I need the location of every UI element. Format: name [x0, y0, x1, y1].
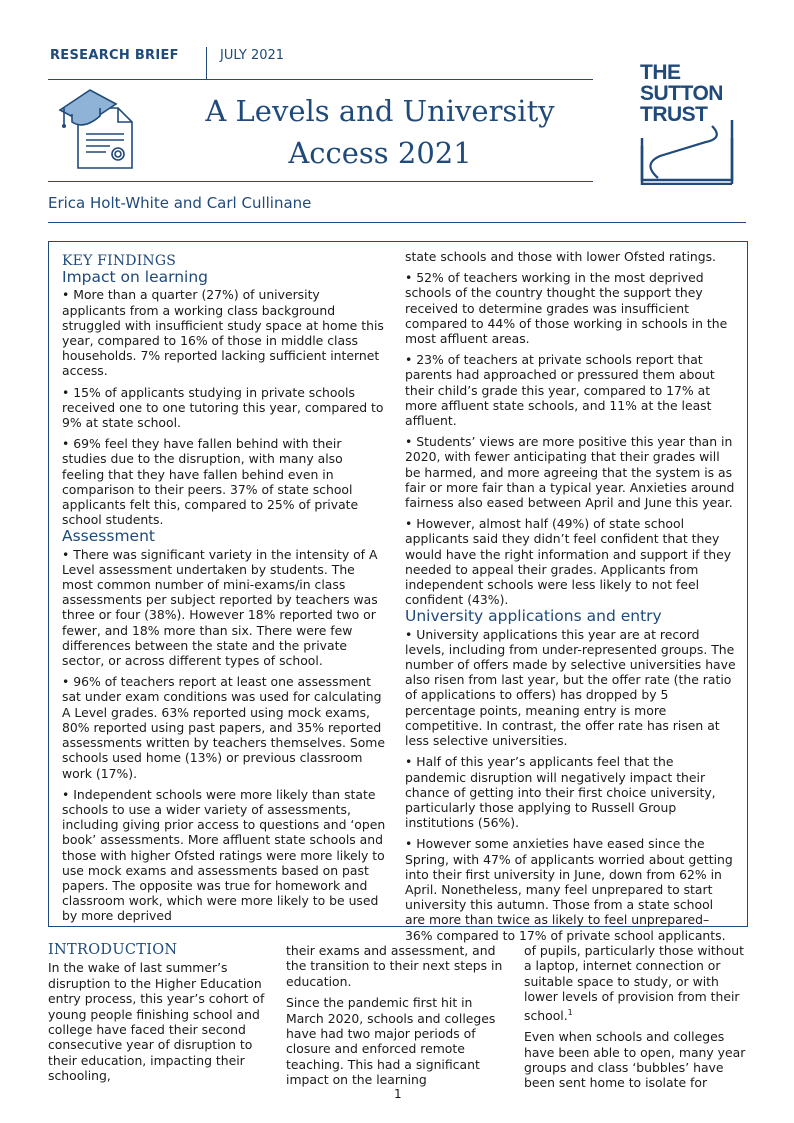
logo-wordmark — [640, 62, 723, 125]
intro-paragraph — [524, 943, 746, 1023]
section-title-assessment: Assessment — [62, 527, 155, 546]
finding-item: • 69% feel they have fallen behind with their studies due to the disruption, with many also feeling that they have fallen behind even in comparison to their peers. 37% of state school applicants felt this, compared to 25% of private school students. — [62, 436, 359, 528]
page-title — [160, 90, 600, 174]
intro-paragraph: In the wake of last summer’s disruption to the Higher Education entry process, this year’s cohort of young people finishing school and college have faced their second consecutive year of disruption to their education, impacting their schooling, — [48, 960, 265, 1084]
document-date: JULY 2021 — [220, 48, 285, 63]
finding-item: • Students’ views are more positive this year than in 2020, with fewer anticipating that their grades will be harmed, and more agreeing that the system is as fair or more fair than a typical year. Anxieties around fairness also eased between April and June this year. — [405, 434, 735, 511]
finding-item: state schools and those with lower Ofsted ratings. — [405, 249, 717, 264]
section-title-impact-on-learning: Impact on learning — [62, 268, 209, 287]
sutton-trust-logo — [638, 60, 738, 185]
intro-text: of pupils, particularly those without a laptop, internet connection or suitable space to study, or with lower levels of provision from their school. — [524, 943, 744, 1023]
logo-line-1: THE — [640, 61, 681, 84]
document-type-label: RESEARCH BRIEF — [50, 48, 179, 63]
authors-rule — [48, 222, 746, 223]
finding-item: • 15% of applicants studying in private schools received one to one tutoring this year, compared to 9% at state school. — [62, 384, 384, 431]
introduction-column-3 — [524, 943, 746, 1097]
key-findings-heading: KEY FINDINGS — [62, 253, 177, 269]
intro-paragraph: their exams and assessment, and the transition to their next steps in education. — [286, 943, 503, 989]
finding-item: • More than a quarter (27%) of university applicants from a working class background struggled with insufficient study space at home this year, compared to 16% of those in middle class households. 7% reported lacking sufficient internet access. — [62, 287, 384, 379]
header-rule-bottom — [48, 181, 593, 182]
authors: Erica Holt-White and Carl Cullinane — [48, 194, 312, 212]
intro-paragraph: Even when schools and colleges have been able to open, many year groups and class ‘bubbles’ have been sent home to isolate for — [524, 1029, 746, 1091]
key-findings-left-column — [62, 254, 386, 930]
page-number: 1 — [394, 1087, 402, 1101]
logo-line-2: SUTTON — [640, 82, 723, 105]
finding-item: • 52% of teachers working in the most deprived schools of the country thought the support they received to determine grades was insufficient compared to 44% of those working in schools in the most affluent areas. — [405, 270, 728, 347]
introduction-heading: INTRODUCTION — [48, 942, 178, 958]
finding-item: • 23% of teachers at private schools report that parents had approached or pressured them about their child’s grade this year, compared to 17% at more affluent state schools, and 11% at the least affluent. — [405, 352, 715, 429]
header-rule-top — [48, 79, 593, 80]
finding-item: • University applications this year are at record levels, including from under-represented groups. The number of offers made by selective universities have also risen from last year, but the offer rate (the ratio of applications to offers) has dropped by 5 percentage points, meaning entry is more competitive. In contrast, the offer rate has risen at less selective universities. — [405, 626, 736, 749]
finding-item: • However some anxieties have eased since the Spring, with 47% of applicants worried about getting into their first university in June, down from 62% in April. Nonetheless, many feel unprepared to start university this autumn. Those from a state school are more than twice as likely to feel unprepared– 36% compared to 17% of private school applicants. — [405, 836, 733, 943]
introduction-column-1 — [48, 943, 270, 1090]
logo-line-3: TRUST — [640, 103, 708, 126]
finding-item: • Independent schools were more likely than state schools to use a wider variety of assessments, including giving prior access to questions and ‘open book’ assessments. More affluent state schools and those with higher Ofsted ratings were more likely to use mock exams and assessments based on past papers. The opposite was true for homework and classroom work, which were more likely to be used by more deprived — [62, 786, 386, 924]
intro-paragraph: Since the pandemic first hit in March 2020, schools and colleges have had two major periods of closure and enforced remote teaching. This had a significant impact on the learning — [286, 995, 496, 1088]
finding-item: • Half of this year’s applicants feel that the pandemic disruption will negatively impact their chance of getting into their first choice university, particularly those applying to Russell Group institutions (56%). — [405, 754, 716, 831]
key-findings-right-column — [405, 249, 737, 949]
section-title-university-applications: University applications and entry — [405, 607, 662, 626]
finding-item: • However, almost half (49%) of state school applicants said they didn’t feel confident that they would have the right information and support if they needed to appeal their grades. Applicants from independent schools were less likely to not feel confident (43%). — [405, 516, 732, 608]
header-divider — [206, 47, 207, 79]
finding-item: • 96% of teachers report at least one assessment sat under exam conditions was used for calculating A Level grades. 63% reported using mock exams, 80% reported using past papers, and 35% reported assessments written by teachers themselves. Some schools used home (13%) or previous classroom work (17%). — [62, 674, 385, 781]
title-line-1: A Levels and University — [205, 94, 555, 128]
introduction-column-2 — [286, 943, 508, 1094]
finding-item: • There was significant variety in the intensity of A Level assessment undertaken by students. The most common number of mini-exams/in class assessments per subject reported by teachers was three or four (38%). However 18% reported two or fewer, and 18% more than six. There were few differences between the state and the private sector, or across different types of school. — [62, 546, 378, 669]
title-line-2: Access 2021 — [288, 136, 472, 170]
document-certificate-icon — [50, 84, 150, 172]
footnote-marker[interactable]: 1 — [567, 1007, 573, 1017]
